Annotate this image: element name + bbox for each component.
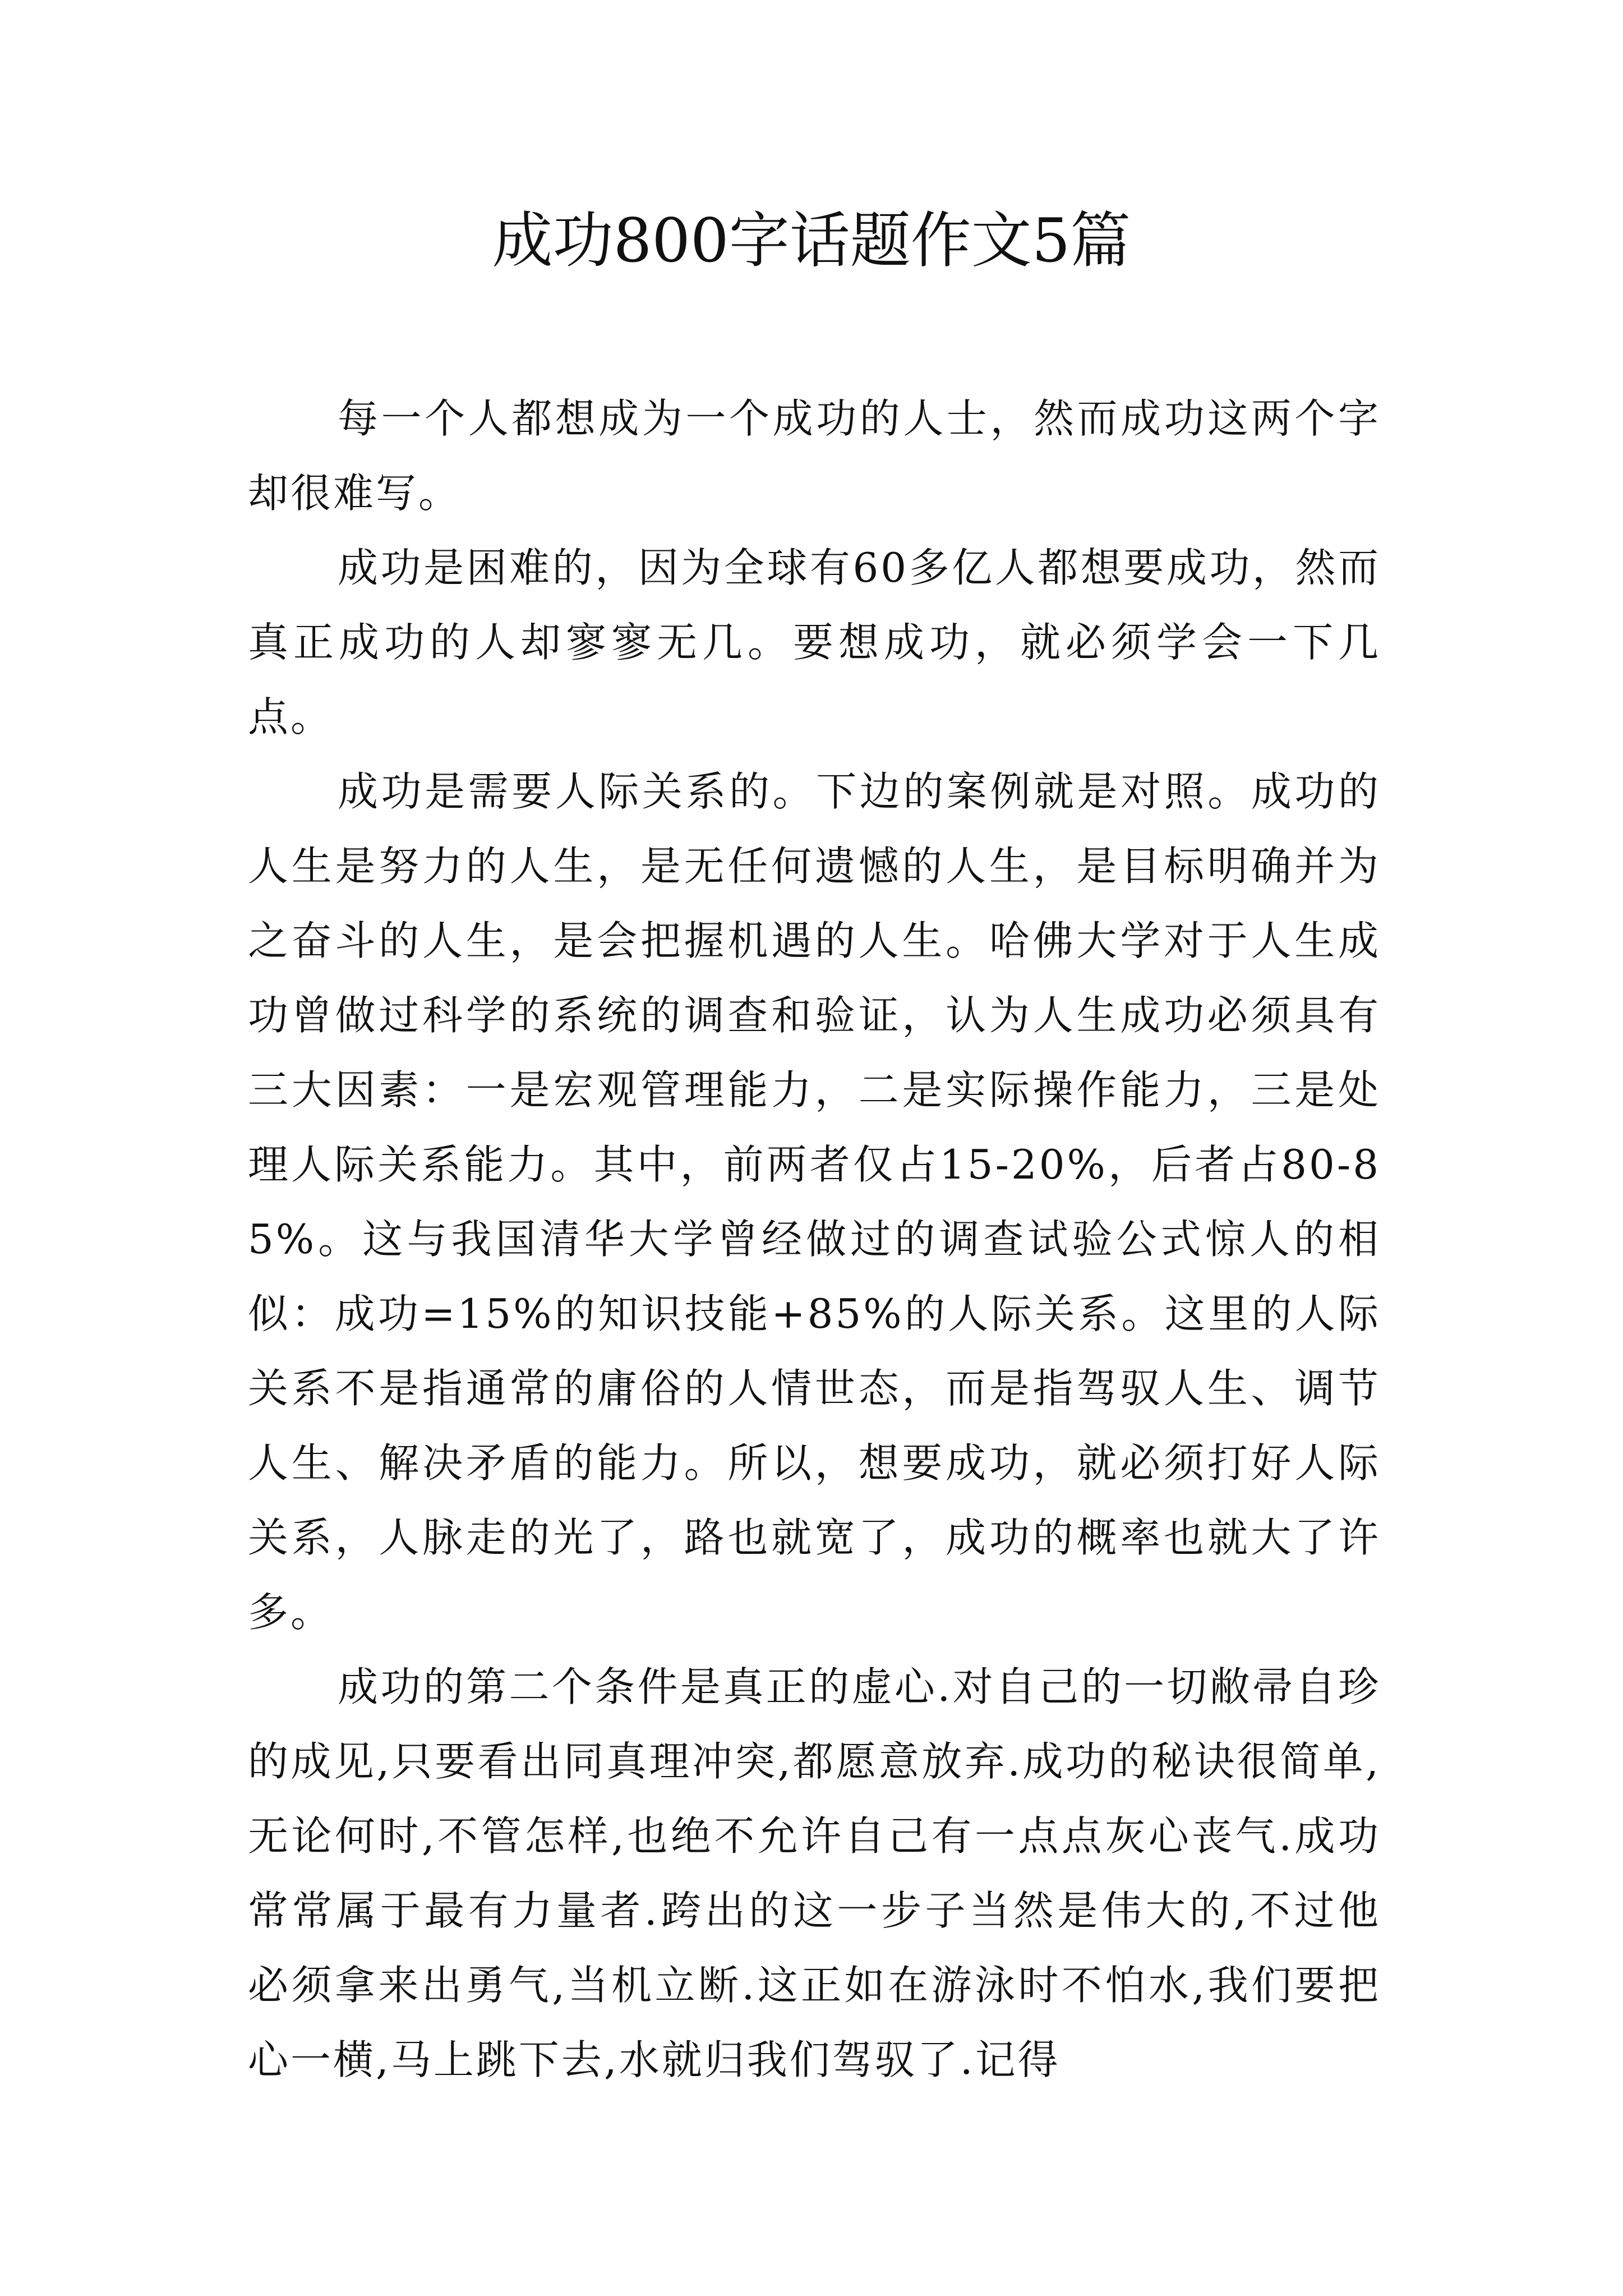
document-body: [248, 381, 1381, 2097]
paragraph-2: 成功是困难的，因为全球有60多亿人都想要成功，然而真正成功的人却寥寥无几。要想成功，就必须学会一下几点。: [248, 544, 1381, 740]
document-title: 成功800字话题作文5篇: [492, 206, 1131, 276]
paragraph-3: 成功是需要人际关系的。下边的案例就是对照。成功的人生是努力的人生，是无任何遗憾的人生，是目标明确并为之奋斗的人生，是会把握机遇的人生。哈佛大学对于人生成功曾做过科学的系统的调查和验证，认为人生成功必须具有三大因素：一是宏观管理能力，二是实际操作能力，三是处理人际关系能力。其中，前两者仅占15-20%，后者占80-85%。这与我国清华大学曾经做过的调查试验公式惊人的相似：成功=15%的知识技能+85%的人际关系。这里的人际关系不是指通常的庸俗的人情世态，而是指驾驭人生、调节人生、解决矛盾的能力。所以，想要成功，就必须打好人际关系，人脉走的光了，路也就宽了，成功的概率也就大了许多。: [248, 768, 1381, 1636]
paragraph-1: 每一个人都想成为一个成功的人士，然而成功这两个字却很难写。: [248, 395, 1381, 517]
paragraph-4: 成功的第二个条件是真正的虚心.对自己的一切敝帚自珍的成见,只要看出同真理冲突,都愿意放弃.成功的秘诀很简单,无论何时,不管怎样,也绝不允许自己有一点点灰心丧气.成功常常属于最有力量者.跨出的这一步子当然是伟大的,不过他必须拿来出勇气,当机立断.这正如在游泳时不怕水,我们要把心一横,马上跳下去,水就归我们驾驭了.记得: [248, 1663, 1381, 2083]
